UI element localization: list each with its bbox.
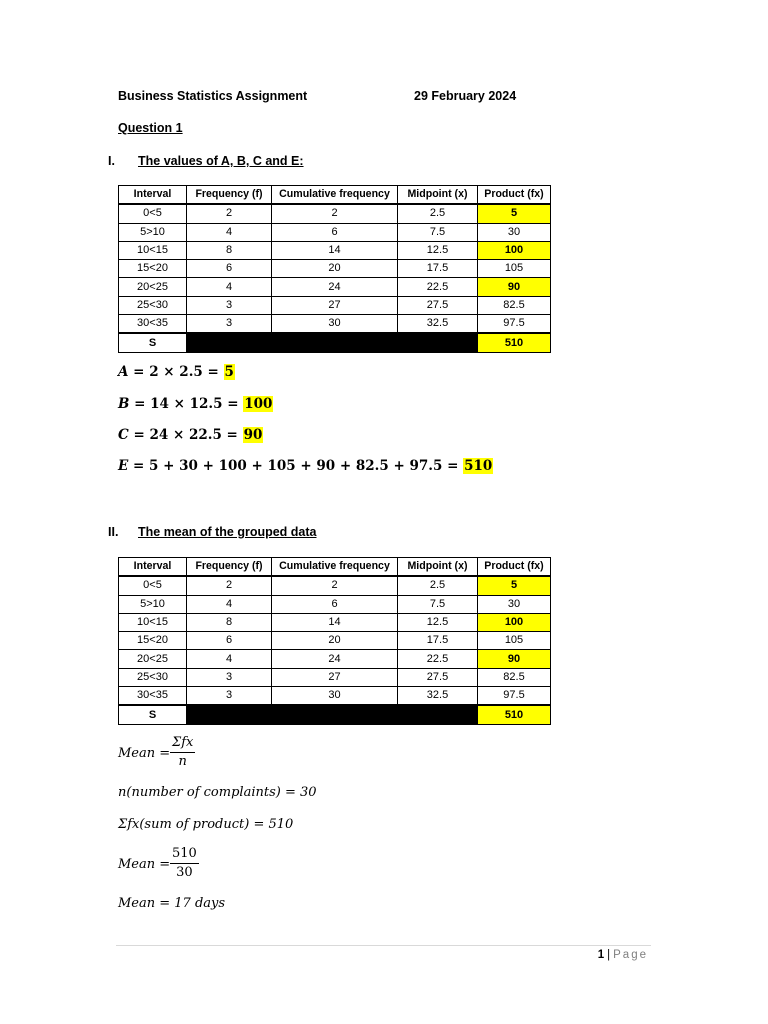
cell-frequency: 2 <box>187 576 272 595</box>
cell-cumulative: 6 <box>272 595 398 613</box>
mean-calc-denominator: 30 <box>176 865 193 880</box>
cell-product-highlighted: 100 <box>478 241 551 259</box>
equation-a-var: A <box>118 364 129 380</box>
equation-b-result: 100 <box>244 396 273 412</box>
table-row <box>119 650 551 668</box>
cell-interval: 10<15 <box>119 241 187 259</box>
table-row <box>119 223 551 241</box>
cell-midpoint: 17.5 <box>398 632 478 650</box>
footer-separator: | <box>607 949 611 961</box>
table-row <box>119 204 551 223</box>
header-midpoint: Midpoint (x) <box>398 558 478 577</box>
cell-product: 97.5 <box>478 687 551 706</box>
page-number: 1 <box>597 949 605 961</box>
question-heading: Question 1 <box>118 121 183 135</box>
cell-midpoint: 17.5 <box>398 260 478 278</box>
equation-a-result: 5 <box>224 364 234 380</box>
page-footer <box>598 949 648 961</box>
cell-cumulative: 20 <box>272 260 398 278</box>
header-product: Product (fx) <box>478 186 551 205</box>
header-frequency: Frequency (f) <box>187 186 272 205</box>
cell-cumulative: 24 <box>272 650 398 668</box>
cell-interval: 25<30 <box>119 296 187 314</box>
cell-interval: 5>10 <box>119 595 187 613</box>
mean-calc-lhs: Mean = <box>118 857 171 872</box>
cell-cumulative: 24 <box>272 278 398 296</box>
cell-blackout <box>187 705 478 724</box>
cell-interval: 20<25 <box>119 650 187 668</box>
table-row <box>119 576 551 595</box>
equation-e-var: E <box>118 458 129 474</box>
equation-a <box>118 364 235 380</box>
cell-total-label: S <box>119 705 187 724</box>
cell-product-highlighted: 90 <box>478 278 551 296</box>
cell-cumulative: 30 <box>272 687 398 706</box>
table-header-row <box>119 558 551 577</box>
sum-definition: Σfx(sum of product) = 510 <box>118 817 294 832</box>
cell-frequency: 3 <box>187 687 272 706</box>
cell-cumulative: 30 <box>272 315 398 334</box>
equation-c-expr: = 24 × 22.5 = <box>128 427 243 443</box>
cell-frequency: 3 <box>187 296 272 314</box>
cell-interval: 30<35 <box>119 687 187 706</box>
mean-calc-numerator: 510 <box>170 846 199 864</box>
cell-interval: 0<5 <box>119 204 187 223</box>
table-row <box>119 668 551 686</box>
cell-cumulative: 2 <box>272 576 398 595</box>
cell-interval: 5>10 <box>119 223 187 241</box>
mean-calc-fraction <box>170 846 199 881</box>
header-interval: Interval <box>119 186 187 205</box>
cell-frequency: 8 <box>187 613 272 631</box>
table-row <box>119 315 551 334</box>
table-row <box>119 687 551 706</box>
cell-frequency: 6 <box>187 632 272 650</box>
page-label: Page <box>613 949 648 961</box>
cell-product: 30 <box>478 223 551 241</box>
cell-frequency: 3 <box>187 315 272 334</box>
cell-midpoint: 7.5 <box>398 595 478 613</box>
cell-cumulative: 27 <box>272 296 398 314</box>
cell-frequency: 4 <box>187 595 272 613</box>
cell-product: 82.5 <box>478 668 551 686</box>
equation-c <box>118 427 263 443</box>
header-interval: Interval <box>119 558 187 577</box>
cell-cumulative: 2 <box>272 204 398 223</box>
cell-cumulative: 14 <box>272 241 398 259</box>
cell-frequency: 4 <box>187 278 272 296</box>
footer-rule <box>116 945 651 946</box>
cell-interval: 15<20 <box>119 632 187 650</box>
cell-midpoint: 12.5 <box>398 613 478 631</box>
cell-total-value: 510 <box>478 333 551 352</box>
table-row <box>119 613 551 631</box>
cell-cumulative: 14 <box>272 613 398 631</box>
section-1-title: The values of A, B, C and E: <box>138 154 304 168</box>
equation-c-result: 90 <box>243 427 263 443</box>
cell-frequency: 8 <box>187 241 272 259</box>
cell-interval: 30<35 <box>119 315 187 334</box>
mean-formula-fraction <box>170 735 195 770</box>
table-row <box>119 632 551 650</box>
cell-interval: 20<25 <box>119 278 187 296</box>
cell-midpoint: 27.5 <box>398 668 478 686</box>
frequency-table-2 <box>118 557 551 725</box>
table-total-row <box>119 705 551 724</box>
table-row <box>119 296 551 314</box>
document-date: 29 February 2024 <box>414 89 517 103</box>
equation-b-var: B <box>118 396 130 412</box>
cell-frequency: 4 <box>187 650 272 668</box>
equation-b-expr: = 14 × 12.5 = <box>129 396 244 412</box>
cell-midpoint: 32.5 <box>398 315 478 334</box>
equation-a-expr: = 2 × 2.5 = <box>128 364 224 380</box>
document-title: Business Statistics Assignment <box>118 89 308 103</box>
cell-product: 105 <box>478 260 551 278</box>
cell-midpoint: 12.5 <box>398 241 478 259</box>
mean-formula-lhs: Mean = <box>118 746 171 761</box>
table-total-row <box>119 333 551 352</box>
cell-midpoint: 22.5 <box>398 278 478 296</box>
mean-formula-numerator: Σfx <box>170 735 195 753</box>
table-row <box>119 278 551 296</box>
cell-interval: 0<5 <box>119 576 187 595</box>
equation-b <box>118 396 273 412</box>
cell-frequency: 3 <box>187 668 272 686</box>
cell-midpoint: 2.5 <box>398 576 478 595</box>
cell-midpoint: 32.5 <box>398 687 478 706</box>
table-row <box>119 241 551 259</box>
cell-interval: 25<30 <box>119 668 187 686</box>
cell-product: 97.5 <box>478 315 551 334</box>
cell-product-highlighted: 100 <box>478 613 551 631</box>
cell-midpoint: 22.5 <box>398 650 478 668</box>
cell-product-highlighted: 5 <box>478 204 551 223</box>
equation-e-result: 510 <box>464 458 493 474</box>
cell-midpoint: 7.5 <box>398 223 478 241</box>
header-product: Product (fx) <box>478 558 551 577</box>
cell-frequency: 6 <box>187 260 272 278</box>
equation-e <box>118 458 493 474</box>
header-cumulative-frequency: Cumulative frequency <box>272 186 398 205</box>
cell-blackout <box>187 333 478 352</box>
cell-frequency: 2 <box>187 204 272 223</box>
cell-total-label: S <box>119 333 187 352</box>
cell-midpoint: 2.5 <box>398 204 478 223</box>
frequency-table-1 <box>118 185 551 353</box>
table-header-row <box>119 186 551 205</box>
equation-c-var: C <box>118 427 129 443</box>
mean-result: Mean = 17 days <box>118 896 226 911</box>
cell-cumulative: 20 <box>272 632 398 650</box>
cell-total-value: 510 <box>478 705 551 724</box>
cell-frequency: 4 <box>187 223 272 241</box>
cell-product-highlighted: 5 <box>478 576 551 595</box>
equation-e-expr: = 5 + 30 + 100 + 105 + 90 + 82.5 + 97.5 = <box>128 458 464 474</box>
cell-cumulative: 27 <box>272 668 398 686</box>
cell-interval: 10<15 <box>119 613 187 631</box>
cell-product: 105 <box>478 632 551 650</box>
mean-formula-denominator: n <box>178 754 187 769</box>
n-definition: n(number of complaints) = 30 <box>118 785 317 800</box>
cell-cumulative: 6 <box>272 223 398 241</box>
header-frequency: Frequency (f) <box>187 558 272 577</box>
table-row <box>119 260 551 278</box>
cell-product-highlighted: 90 <box>478 650 551 668</box>
header-cumulative-frequency: Cumulative frequency <box>272 558 398 577</box>
cell-midpoint: 27.5 <box>398 296 478 314</box>
section-2-title: The mean of the grouped data <box>138 525 317 539</box>
table-row <box>119 595 551 613</box>
cell-interval: 15<20 <box>119 260 187 278</box>
header-midpoint: Midpoint (x) <box>398 186 478 205</box>
cell-product: 30 <box>478 595 551 613</box>
section-2-numeral: II. <box>108 525 119 539</box>
section-1-numeral: I. <box>108 154 115 168</box>
cell-product: 82.5 <box>478 296 551 314</box>
